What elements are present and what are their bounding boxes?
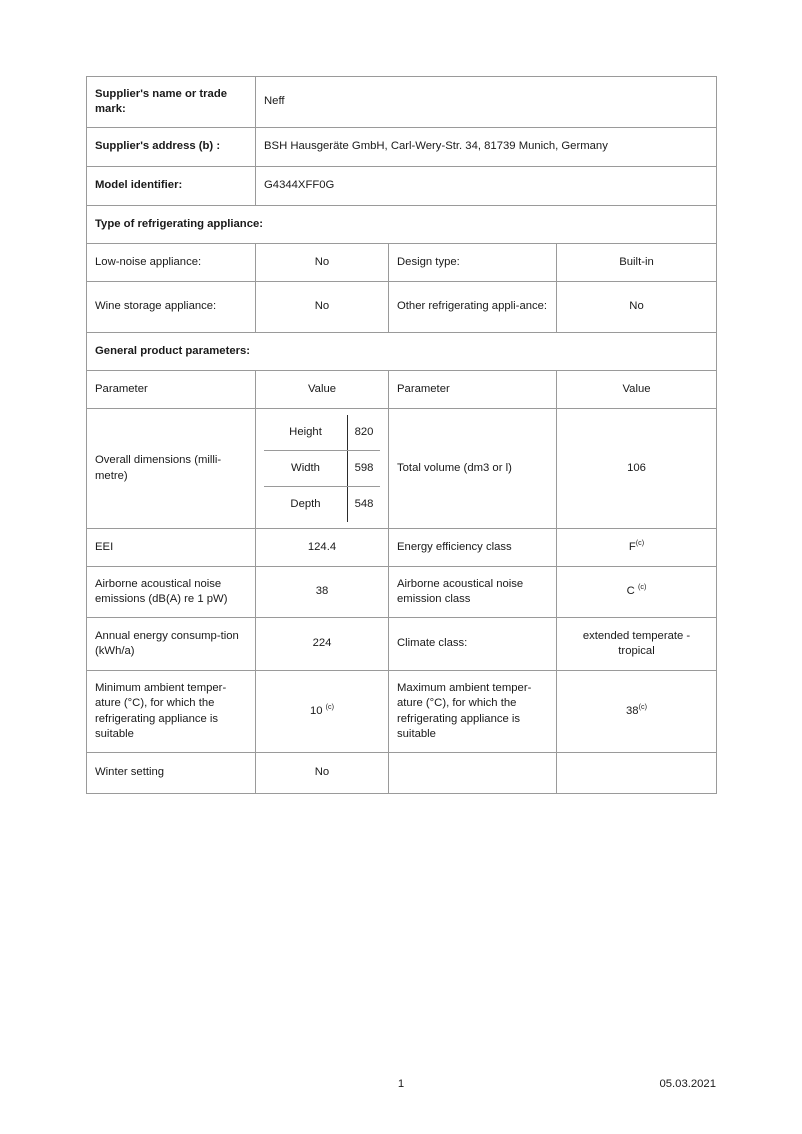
dimension-label-depth: Depth [264,487,348,523]
airborne-noise-class-value-cell [557,567,717,618]
low-noise-appliance-value: No [256,244,389,282]
min-ambient-temperature-value: 10 [309,704,326,717]
winter-setting-empty-label [389,753,557,794]
supplier-address-label: Supplier's address (b) : [87,128,256,167]
climate-class-value-cell [557,618,717,671]
table-row-eei [87,529,717,567]
table-row-ambient-temperature [87,671,717,753]
annual-energy-consumption-label: Annual energy consump-tion (kWh/a) [87,618,256,671]
table-row-supplier-name [87,77,717,128]
section-heading-type [87,206,717,244]
winter-setting-value: No [256,753,389,794]
climate-class-label: Climate class: [389,618,557,671]
dimension-label-width: Width [264,451,348,487]
column-header-parameter-right: Parameter [389,371,557,409]
low-noise-appliance-label: Low-noise appliance: [87,244,256,282]
dimension-value-width: 598 [348,451,381,487]
column-header-parameter-left: Parameter [87,371,256,409]
eei-value-cell [256,529,389,567]
design-type-value: Built-in [557,244,717,282]
general-section-heading: General product parameters: [87,333,717,371]
max-ambient-temperature-label: Maximum ambient temper-ature (°C), for which the refrigerating appliance is suitable [389,671,557,753]
eei-label: EEI [87,529,256,567]
table-row-supplier-address [87,128,717,167]
annual-energy-consumption-value: 224 [312,637,332,650]
airborne-noise-emissions-label: Airborne acoustical noise emissions (dB(A) re 1 pW) [87,567,256,618]
table-row-winter-setting [87,753,717,794]
climate-class-value: extended temperate - tropical [582,629,691,657]
dimensions-subtable-cell [256,409,389,529]
airborne-noise-class-footnote: (c) [637,582,647,592]
energy-efficiency-class-value: F [628,540,636,553]
airborne-noise-emissions-value: 38 [315,585,329,598]
supplier-name-label: Supplier's name or trade mark: [87,77,256,128]
product-information-sheet [86,76,716,794]
design-type-label: Design type: [389,244,557,282]
dimension-value-height: 820 [348,415,381,451]
document-date: 05.03.2021 [659,1078,716,1090]
table-row-model-identifier [87,167,717,206]
total-volume-label: Total volume (dm3 or l) [389,409,557,529]
dimension-row-depth [264,487,380,523]
energy-efficiency-class-label: Energy efficiency class [389,529,557,567]
dimension-value-depth: 548 [354,497,374,510]
specification-table [86,76,717,794]
overall-dimensions-label: Overall dimensions (milli-metre) [87,409,256,529]
other-refrigerating-appliance-value: No [557,282,717,333]
page-number: 1 [397,1078,405,1090]
dimensions-subtable [264,415,380,522]
table-row-wine-storage [87,282,717,333]
winter-setting-label: Winter setting [87,753,256,794]
winter-setting-empty-value [557,753,717,794]
column-header-value-right: Value [557,371,717,409]
dimension-row-height [264,415,380,451]
wine-storage-appliance-label: Wine storage appliance: [87,282,256,333]
eei-value: 124.4 [307,540,337,553]
airborne-noise-class-label: Airborne acoustical noise emission class [389,567,557,618]
table-row-annual-energy [87,618,717,671]
other-refrigerating-appliance-label: Other refrigerating appli-ance: [389,282,557,333]
page-footer [86,1078,716,1096]
total-volume-value: 106 [557,409,717,529]
max-ambient-temperature-value-cell [557,671,717,753]
column-header-value-left: Value [256,371,389,409]
max-ambient-temperature-value: 38 [626,704,639,717]
supplier-address-value: BSH Hausgeräte GmbH, Carl-Wery-Str. 34, 81739 Munich, Germany [256,128,717,167]
wine-storage-appliance-value: No [256,282,389,333]
table-row-airborne-noise [87,567,717,618]
min-ambient-temperature-value-cell [256,671,389,753]
energy-efficiency-class-value-cell [557,529,717,567]
supplier-name-value: Neff [256,77,717,128]
table-header-row-parameters [87,371,717,409]
model-identifier-value: G4344XFF0G [256,167,717,206]
model-identifier-label: Model identifier: [87,167,256,206]
dimension-row-width [264,451,380,487]
min-ambient-temperature-label: Minimum ambient temper-ature (°C), for which the refrigerating appliance is suitable [87,671,256,753]
type-section-heading: Type of refrigerating appliance: [87,206,717,244]
airborne-noise-emissions-value-cell [256,567,389,618]
min-ambient-temperature-footnote: (c) [325,702,335,712]
dimension-label-height: Height [264,415,348,451]
airborne-noise-class-value: C [626,585,638,598]
table-row-low-noise [87,244,717,282]
energy-efficiency-class-footnote: (c) [635,538,645,548]
table-row-dimensions [87,409,717,529]
max-ambient-temperature-footnote: (c) [638,702,647,712]
annual-energy-consumption-value-cell [256,618,389,671]
section-heading-general [87,333,717,371]
